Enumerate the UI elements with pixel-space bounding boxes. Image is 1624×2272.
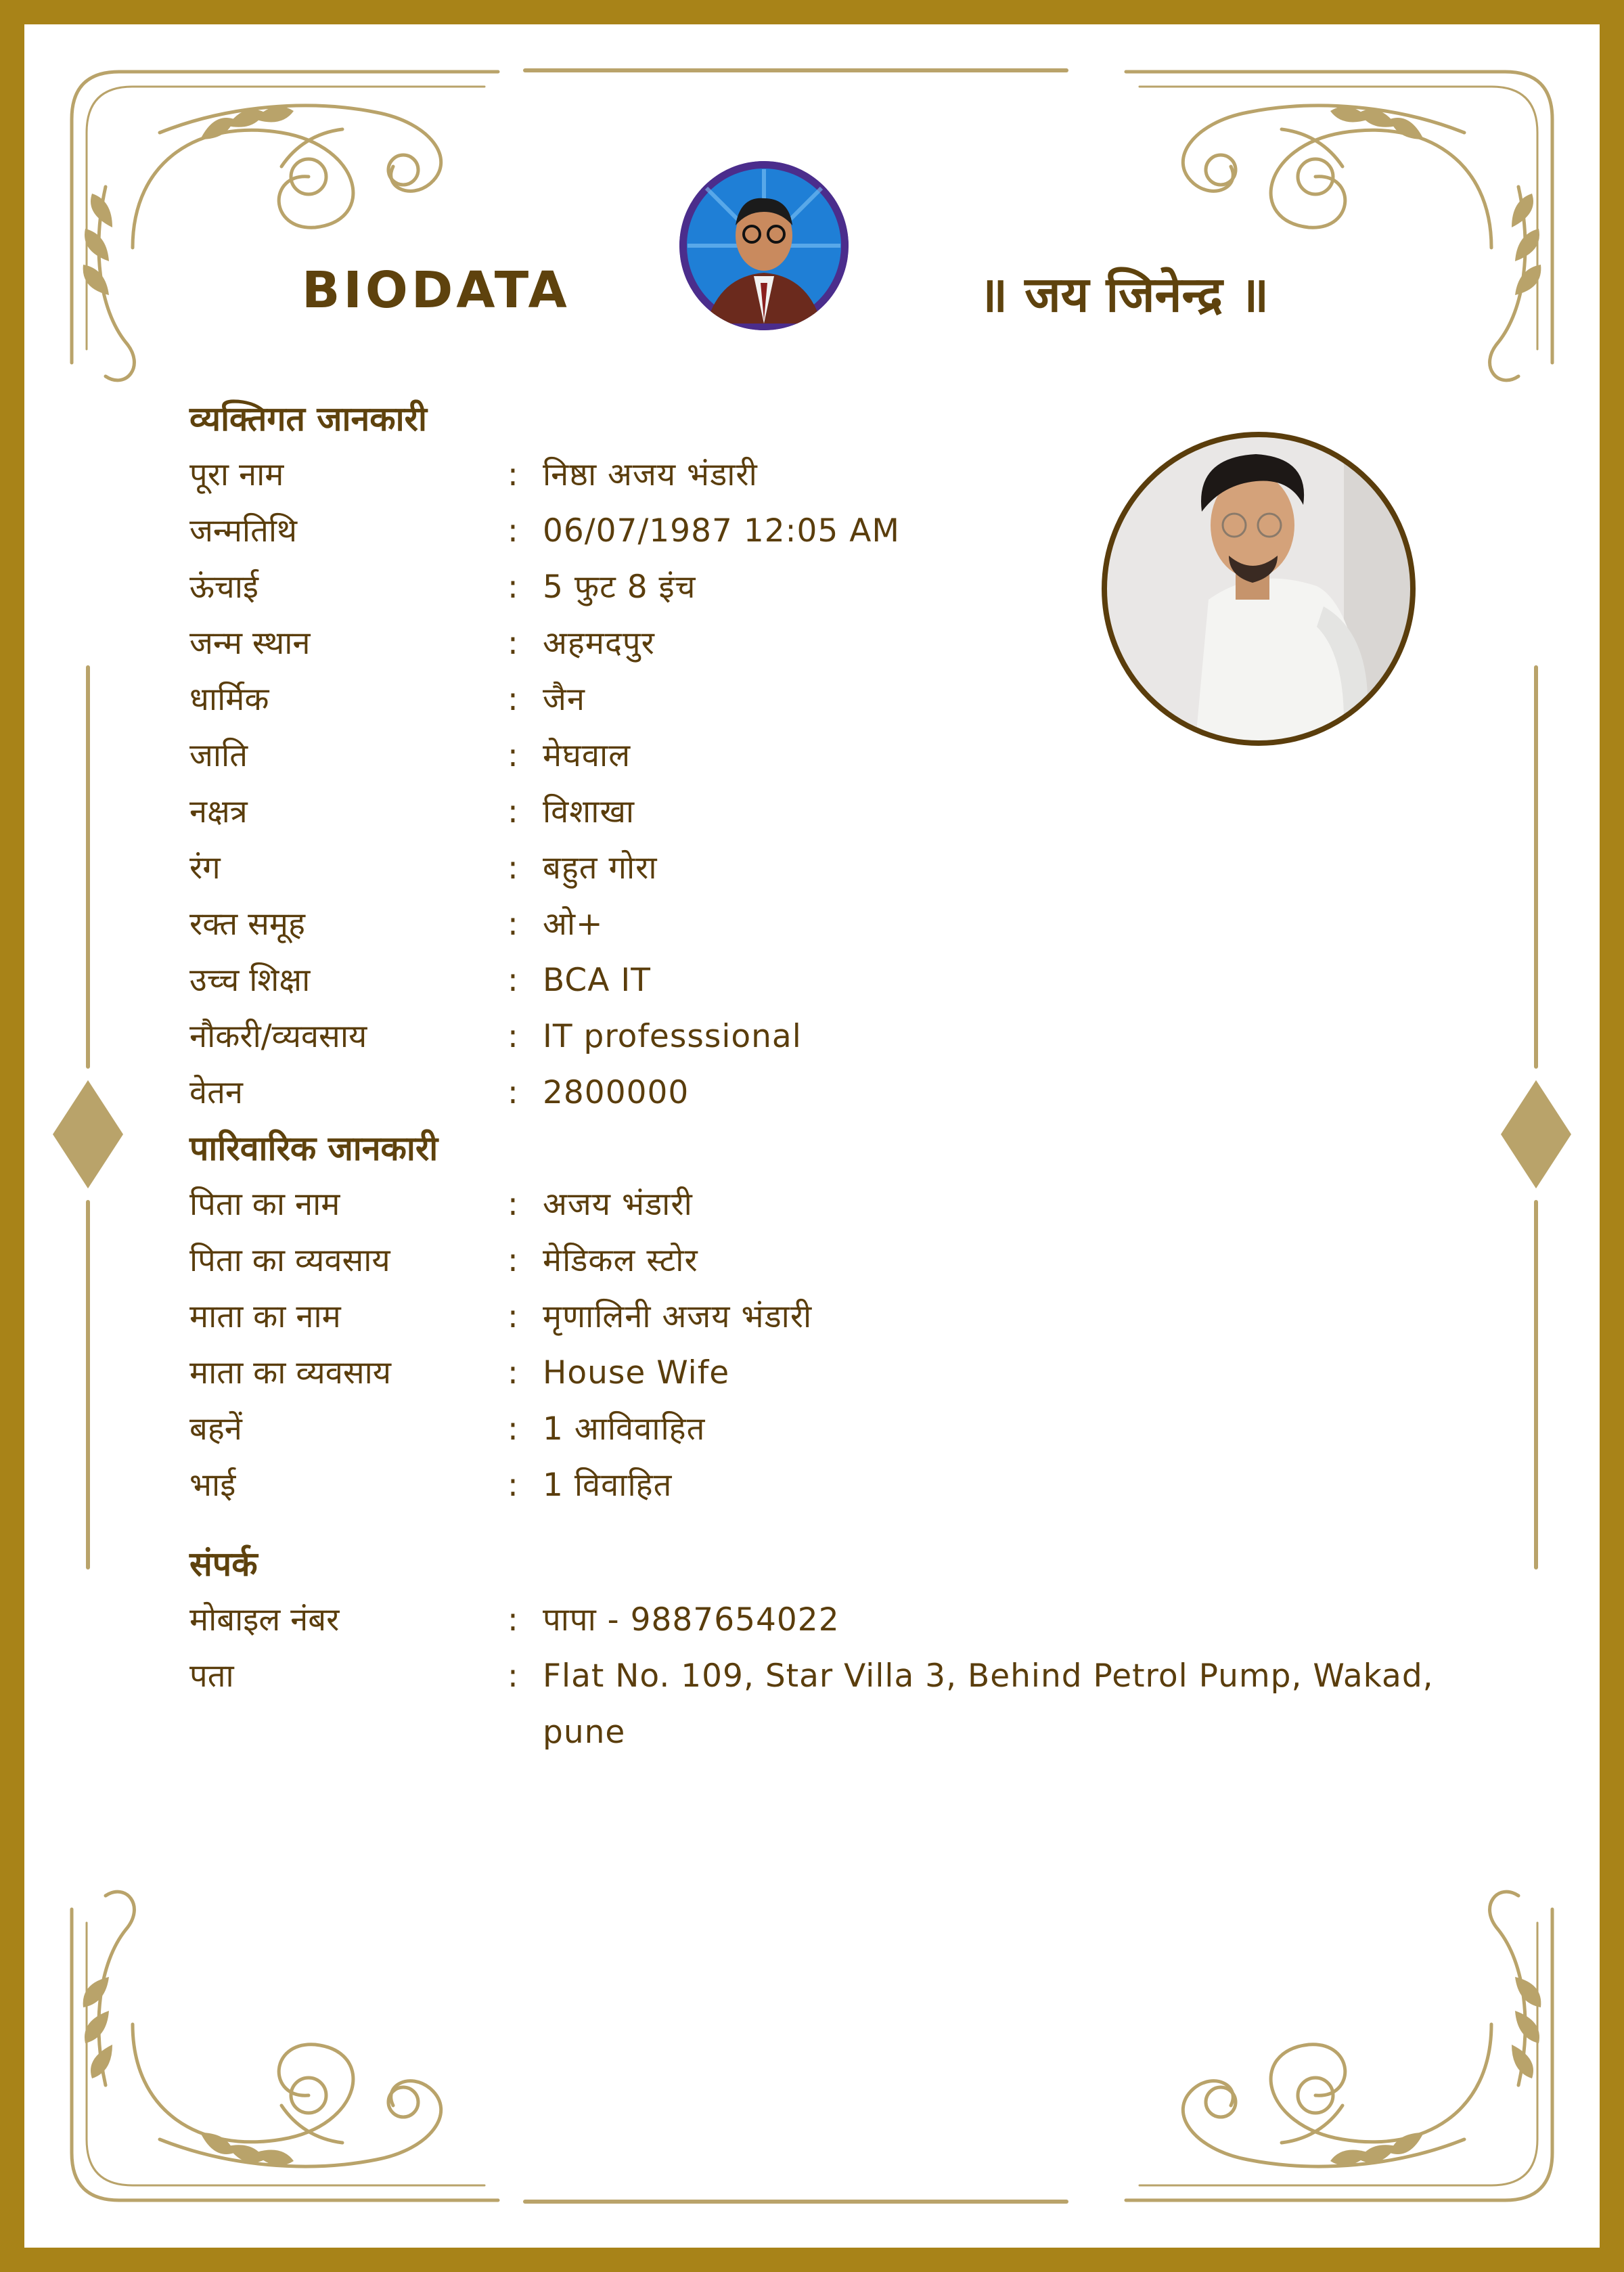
section-title-family: पारिवारिक जानकारी [189, 1129, 438, 1168]
biodata-content [189, 391, 1475, 1760]
row-separator: : [508, 1410, 518, 1448]
row-separator: : [508, 849, 518, 887]
row-value: BCA IT [543, 962, 651, 999]
row-value: मेडिकल स्टोर [543, 1242, 698, 1279]
info-row [189, 503, 1475, 559]
row-value: 5 फुट 8 इंच [543, 569, 696, 606]
row-value: 1 विवाहित [543, 1467, 673, 1504]
info-row [189, 1345, 1475, 1401]
row-separator: : [508, 1298, 518, 1335]
row-label: पूरा नाम [189, 456, 284, 493]
row-label: पिता का व्यवसाय [189, 1242, 390, 1279]
row-label: जन्मतिथि [189, 512, 298, 550]
row-label: नक्षत्र [189, 793, 248, 830]
section-title-contact: संपर्क [189, 1544, 258, 1584]
row-separator: : [508, 625, 518, 662]
row-value: विशाखा [543, 793, 635, 830]
row-label: जाति [189, 737, 248, 774]
row-label: बहनें [189, 1410, 242, 1448]
row-label: धार्मिक [189, 681, 269, 718]
row-label: माता का नाम [189, 1298, 341, 1335]
row-separator: : [508, 1354, 518, 1391]
row-separator: : [508, 906, 518, 943]
info-row [189, 1401, 1475, 1457]
row-separator: : [508, 737, 518, 774]
page-title: BIODATA [302, 261, 570, 319]
row-label: माता का व्यवसाय [189, 1354, 392, 1391]
row-value: अहमदपुर [543, 625, 655, 662]
row-separator: : [508, 1601, 518, 1639]
info-row [189, 1457, 1475, 1513]
info-row [189, 952, 1475, 1008]
row-label: नौकरी/व्यवसाय [189, 1018, 367, 1055]
row-value: जैन [543, 681, 585, 718]
row-value: ओ+ [543, 906, 604, 943]
info-row [189, 615, 1475, 671]
info-row [189, 728, 1475, 784]
info-row [189, 1232, 1475, 1289]
row-label: पिता का नाम [189, 1186, 340, 1223]
info-row [189, 784, 1475, 840]
row-value: House Wife [543, 1354, 730, 1391]
row-separator: : [508, 512, 518, 550]
row-label: ऊंचाई [189, 569, 258, 606]
greeting-title: ॥ जय जिनेन्द्र ॥ [978, 266, 1269, 323]
info-row [189, 1289, 1475, 1345]
row-separator: : [508, 1186, 518, 1223]
row-separator: : [508, 793, 518, 830]
section-gap [189, 1513, 1475, 1536]
row-separator: : [508, 1074, 518, 1111]
info-row [189, 1065, 1475, 1121]
row-value: मृणालिनी अजय भंडारी [543, 1298, 813, 1335]
row-separator: : [508, 456, 518, 493]
row-label: वेतन [189, 1074, 244, 1111]
info-row [189, 559, 1475, 615]
info-row [189, 896, 1475, 952]
row-separator: : [508, 1018, 518, 1055]
row-value: निष्ठा अजय भंडारी [543, 456, 758, 493]
row-label: रक्त समूह [189, 906, 305, 943]
row-label: रंग [189, 849, 221, 887]
row-label: मोबाइल नंबर [189, 1601, 340, 1639]
row-label: उच्च शिक्षा [189, 962, 311, 999]
info-row [189, 1176, 1475, 1232]
row-separator: : [508, 681, 518, 718]
row-value: 06/07/1987 12:05 AM [543, 512, 900, 550]
emblem-portrait [679, 161, 849, 330]
row-separator: : [508, 1467, 518, 1504]
row-value: बहुत गोरा [543, 849, 658, 887]
row-label: भाई [189, 1467, 236, 1504]
row-separator: : [508, 1242, 518, 1279]
row-value: मेघवाल [543, 737, 631, 774]
row-value: Flat No. 109, Star Villa 3, Behind Petrol Pump, Wakad, pune [543, 1657, 1434, 1751]
info-row [189, 671, 1475, 728]
row-label: पता [189, 1657, 234, 1695]
biodata-page [24, 24, 1600, 2248]
row-value: 1 आविवाहित [543, 1410, 706, 1448]
row-value: पापा - 9887654022 [543, 1601, 840, 1639]
info-row [189, 840, 1475, 896]
row-separator: : [508, 962, 518, 999]
info-row [189, 447, 1475, 503]
row-separator: : [508, 569, 518, 606]
row-value: अजय भंडारी [543, 1186, 693, 1223]
row-value: IT professsional [543, 1018, 802, 1055]
row-separator: : [508, 1657, 518, 1695]
info-row [189, 1008, 1475, 1065]
info-row [189, 1592, 1475, 1648]
row-value: 2800000 [543, 1074, 690, 1111]
row-label: जन्म स्थान [189, 625, 311, 662]
info-row [189, 1648, 1475, 1760]
section-title-personal: व्यक्तिगत जानकारी [189, 399, 427, 439]
